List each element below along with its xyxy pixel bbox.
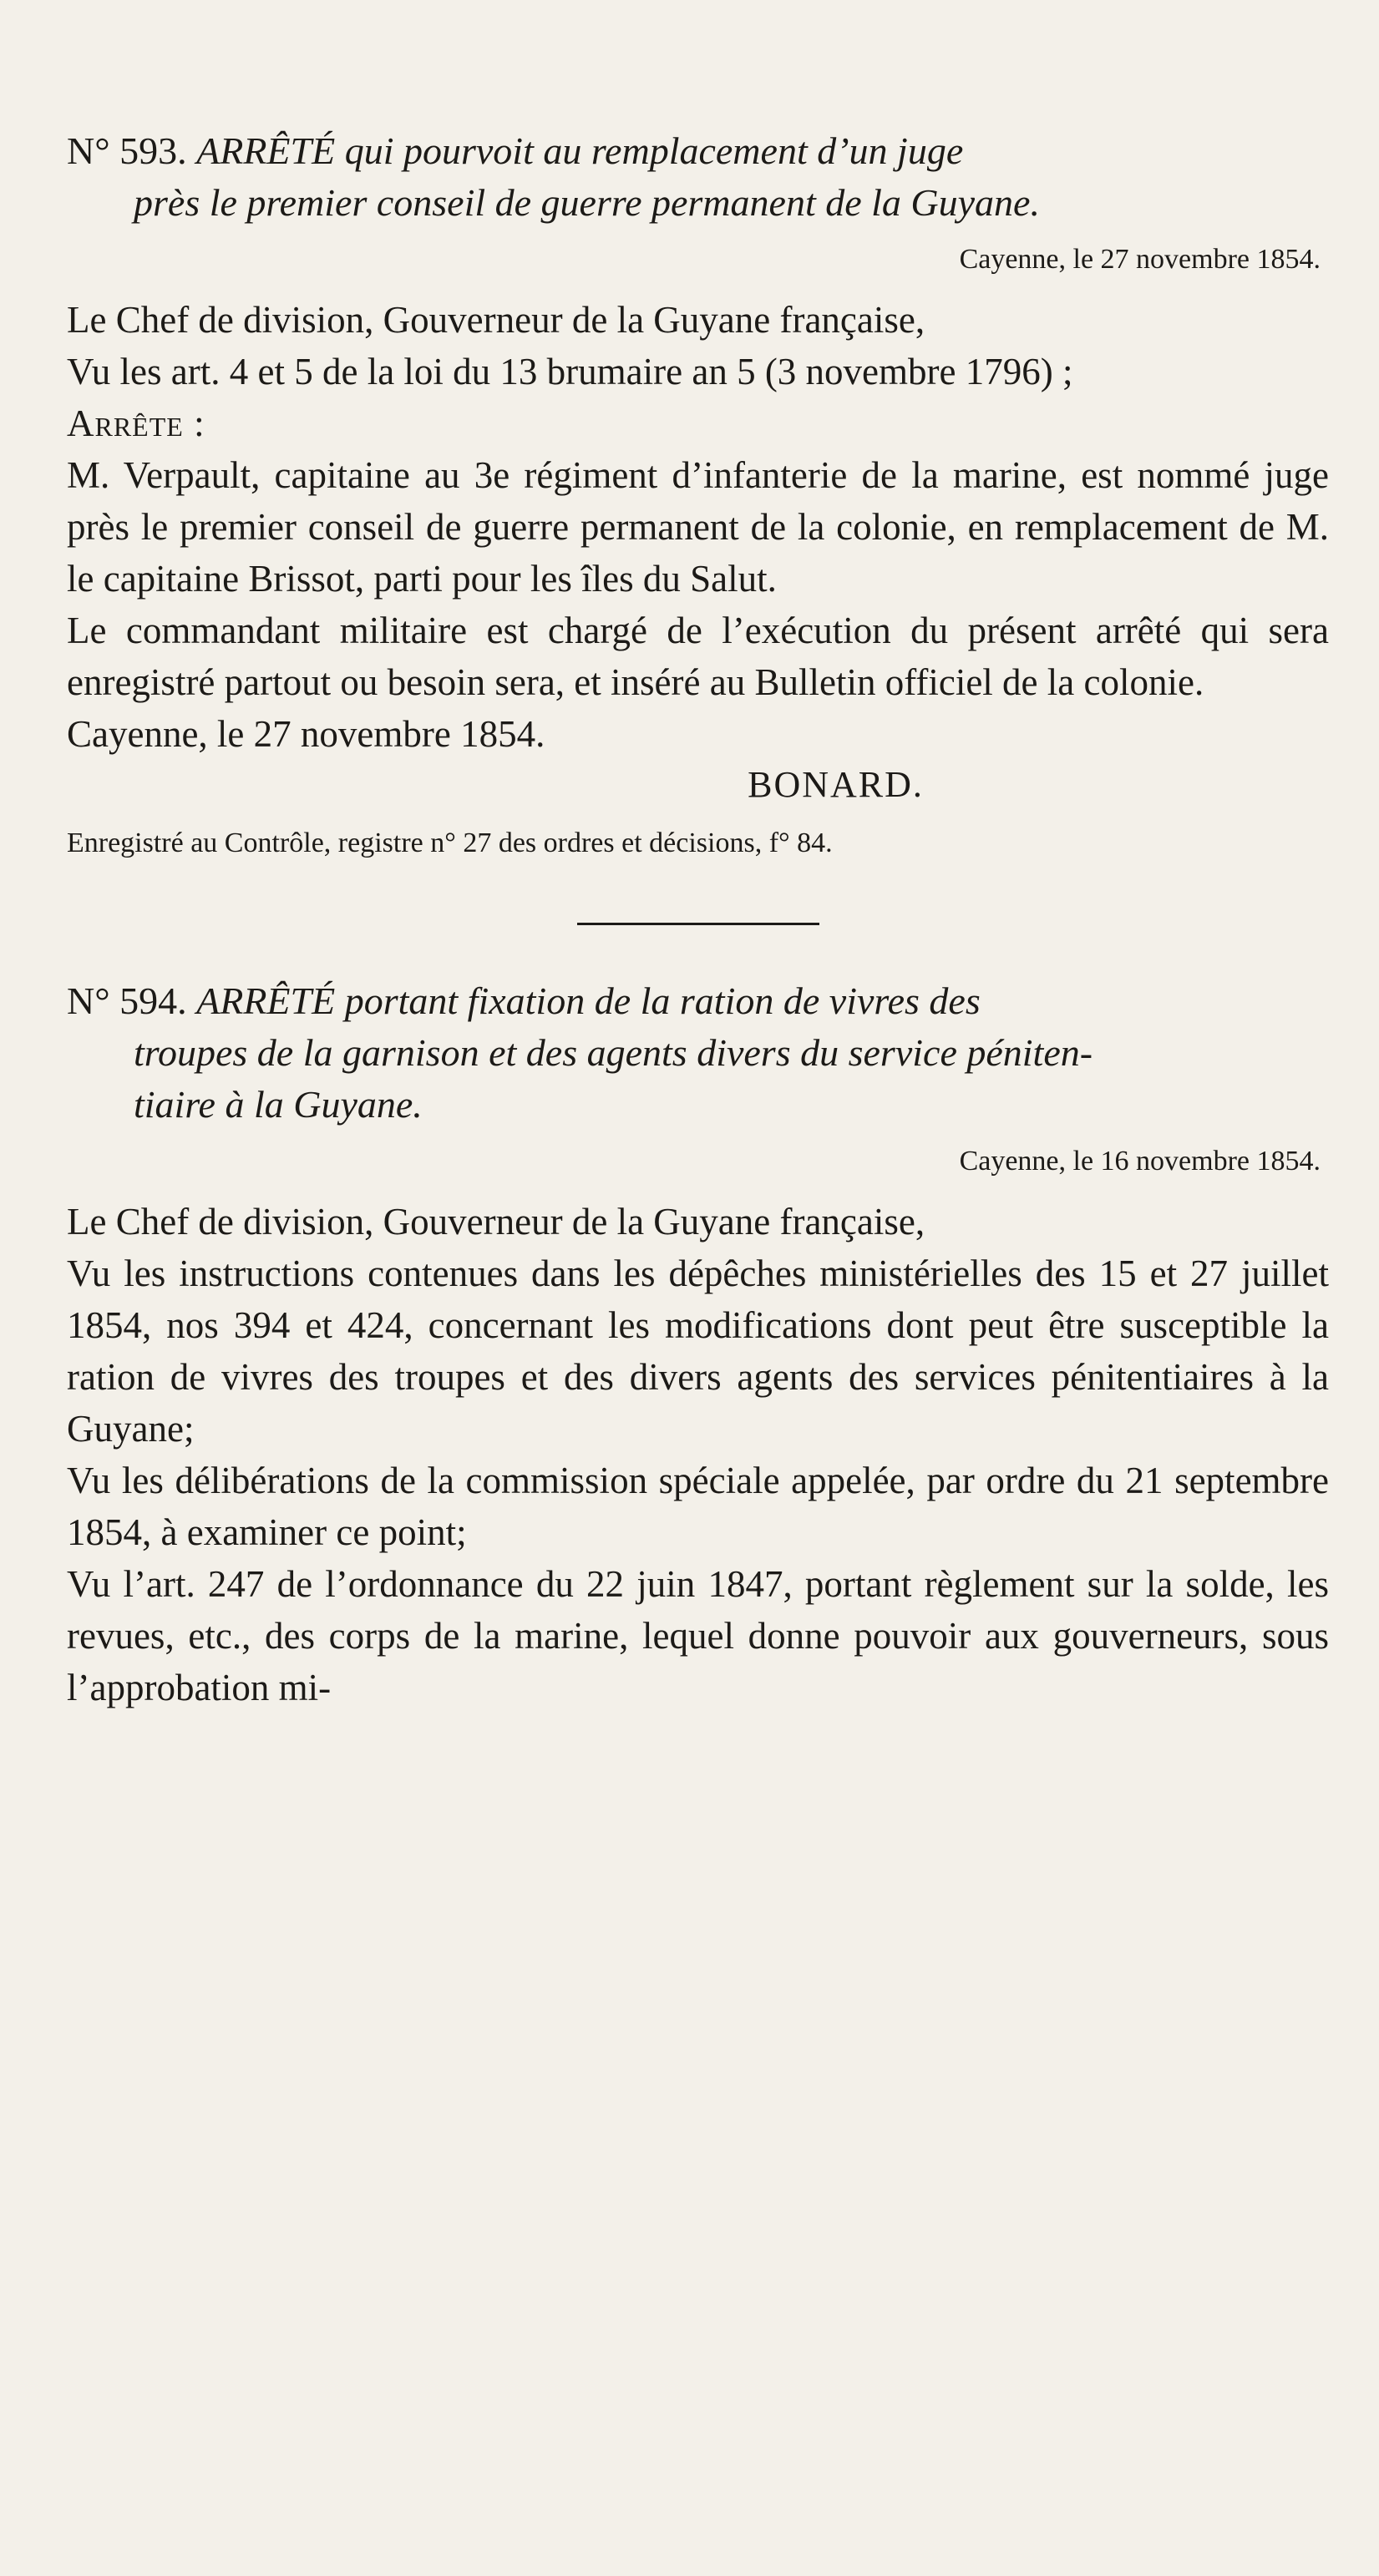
decree-593-title-text: ARRÊTÉ qui pourvoit au remplacement d’un juge (196, 129, 964, 172)
decree-594-title-text: ARRÊTÉ portant fixation de la ration de vivres des (196, 979, 981, 1022)
decree-593-title (67, 125, 1329, 177)
decree-594-vu2: Vu les délibérations de la commission spéciale appelée, par ordre du 21 septembre 1854, à examiner ce point; (67, 1460, 1329, 1553)
decree-594-vu3: Vu l’art. 247 de l’ordonnance du 22 juin 1847, portant règlement sur la solde, les revues, etc., des corps de la marine, lequel donne pouvoir aux gouverneurs, sous l’approbation mi- (67, 1563, 1329, 1708)
decree-593-closing: Cayenne, le 27 novembre 1854. (67, 713, 545, 755)
decree-593-number-inline: N° 593. (67, 129, 197, 172)
decree-594-title-line1 (67, 975, 1329, 1027)
decree-594-vu1: Vu les instructions contenues dans les dépêches ministérielles des 15 et 27 juillet 1854, nos 394 et 424, concernant les modifications dont peut être susceptible la ration de vivres des troupes et des divers agents des services pénitentiaires à la Guyane; (67, 1253, 1329, 1450)
decree-594-title-line3: tiaire à la Guyane. (134, 1083, 423, 1126)
decree-594-number-inline: N° 594. (67, 979, 197, 1022)
decree-593-issuer: Le Chef de division, Gouverneur de la Guyane française, (67, 299, 925, 341)
decree-593-dateline: Cayenne, le 27 novembre 1854. (959, 244, 1321, 275)
decree-593-registry: Enregistré au Contrôle, registre n° 27 des ordres et décisions, f° 84. (67, 827, 833, 858)
decree-593-title-line1 (67, 129, 963, 172)
decree-593-signature: BONARD. (748, 764, 924, 805)
decree-594-dateline: Cayenne, le 16 novembre 1854. (959, 1146, 1321, 1177)
decree-594-issuer: Le Chef de division, Gouverneur de la Guyane française, (67, 1201, 925, 1242)
section-divider (577, 923, 819, 925)
decree-593-arrete: Arrête : (67, 402, 205, 444)
decree-593-title-line2: près le premier conseil de guerre permanent de la Guyane. (134, 181, 1040, 224)
decree-594-title-line2: troupes de la garnison et des agents divers du service péniten- (134, 1031, 1093, 1074)
decree-593-vu: Vu les art. 4 et 5 de la loi du 13 brumaire an 5 (3 novembre 1796) ; (67, 351, 1073, 392)
decree-593-para1: M. Verpault, capitaine au 3e régiment d’infanterie de la marine, est nommé juge près le premier conseil de guerre permanent de la colonie, en remplacement de M. le capitaine Brissot, parti pour les îles du Salut. (67, 454, 1329, 600)
decree-593-para2: Le commandant militaire est chargé de l’exécution du présent arrêté qui sera enregistré partout ou besoin sera, et inséré au Bulletin officiel de la colonie. (67, 610, 1329, 703)
